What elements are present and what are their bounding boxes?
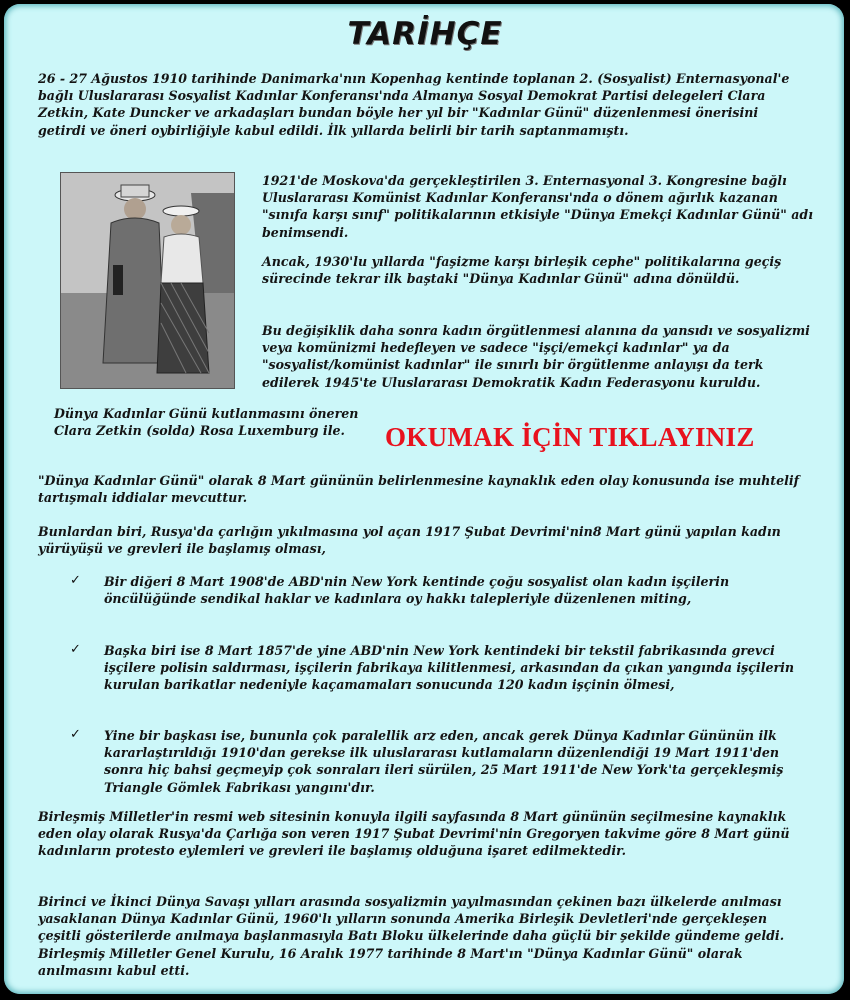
paragraph-birlesmis-milletler: Birleşmiş Milletler'in resmi web sitesinin konuyla ilgili sayfasında 8 Mart gününün seçilmesine kaynaklık eden olay olarak Rusya'da Çarlığa son veren 1917 Şubat Devrimi'nin Gregoryen takvime göre 8 Mart günü kadınların protesto eylemleri ve grevleri ile başlamış olduğuna işaret edilmektedir. [38,809,790,859]
historical-photo [60,172,235,389]
paragraph-8-mart: "Dünya Kadınlar Günü" olarak 8 Mart gününün belirlenmesine kaynaklık eden olay konusunda ise muhtelif tartışmalı iddialar mevcuttur. [38,473,800,506]
check-bullet-icon: ✓ [70,727,81,742]
paragraph-bunlardan: Bunlardan biri, Rusya'da çarlığın yıkılmasına yol açan 1917 Şubat Devrimi'nin8 Mart günü yapılan kadın yürüyüşü ve grevleri ile başlamış olması, [38,524,781,557]
page-title: TARİHÇE [347,16,503,52]
photo-caption: Dünya Kadınlar Günü kutlanmasını öneren Clara Zetkin (solda) Rosa Luxemburg ile. [54,406,359,439]
side-paragraph-3: Bu değişiklik daha sonra kadın örgütlenmesi alanına da yansıdı ve sosyalizmi veya komünizmi hedefleyen ve sadece "işçi/emekçi kadınlar" ya da "sosyalist/komünist kadınlar" ile sınırlı bir örgütlenme anlayışı da terk edilerek 1945'te Uluslararası Demokratik Kadın Federasyonu kuruldu. [262,323,810,390]
read-more-link[interactable]: OKUMAK İÇİN TIKLAYINIZ [385,422,755,452]
bullet-item-1: Bir diğeri 8 Mart 1908'de ABD'nin New York kentinde çoğu sosyalist olan kadın işçilerin öncülüğünde sendikal haklar ve kadınlara oy hakkı talepleriyle düzenlenen miting, [104,574,730,607]
side-paragraph-1: 1921'de Moskova'da gerçekleştirilen 3. Enternasyonal 3. Kongresine bağlı Uluslararası Komünist Kadınlar Konferansı'nda o dönem ağırlık kazanan "sınıfa karşı sınıf" politikalarının etkisiyle "Dünya Emekçi Kadınlar Günü" adı benimsendi. [262,173,814,240]
bullet-item-2: Başka biri ise 8 Mart 1857'de yine ABD'nin New York kentindeki bir tekstil fabrikasında grevci işçilere polisin saldırması, işçilerin fabrikaya kilitlenmesi, arkasından da çıkan yangında işçilerin kurulan barikatlar nedeniyle kaçamamaları sonucunda 120 kadın işçinin ölmesi, [104,643,795,693]
side-paragraph-2: Ancak, 1930'lu yıllarda "faşizme karşı birleşik cephe" politikalarına geçiş sürecinde tekrar ilk baştaki "Dünya Kadınlar Günü" adına dönüldü. [262,254,782,287]
photo-illustration [61,173,234,388]
bullet-item-3: Yine bir başkası ise, bununla çok paralellik arz eden, ancak gerek Dünya Kadınlar Gününün ilk kararlaştırıldığı 1910'dan gerekse ilk uluslararası kutlamaların düzenlendiği 19 Mart 1911'den sonra hiç bahsi geçmeyip çok sonraları ileri sürülen, 25 Mart 1911'de New York'ta gerçekleşmiş Triangle Gömlek Fabrikası yangını'dır. [104,728,784,795]
check-bullet-icon: ✓ [70,642,81,657]
check-bullet-icon: ✓ [70,573,81,588]
intro-paragraph: 26 - 27 Ağustos 1910 tarihinde Danimarka'nın Kopenhag kentinde toplanan 2. (Sosyalist) Enternasyonal'e bağlı Uluslararası Sosyalist Kadınlar Konferansı'nda Almanya Sosyal Demokrat Partisi delegeleri Clara Zetkin, Kate Duncker ve arkadaşları bundan böyle her yıl bir "Kadınlar Günü" düzenlenmesi önerisini getirdi ve öneri oybirliğiyle kabul edildi. İlk yıllarda belirli bir tarih saptanmamıştı. [38,71,790,138]
paragraph-final: Birinci ve İkinci Dünya Savaşı yılları arasında sosyalizmin yayılmasından çekinen bazı ülkelerde anılması yasaklanan Dünya Kadınlar Günü, 1960'lı yılların sonunda Amerika Birleşik Devletleri'nde gerçekleşen çeşitli gösterilerde anılmaya başlanmasıyla Batı Bloku ülkelerinde daha güçlü bir şekilde gündeme geldi. Birleşmiş Milletler Genel Kurulu, 16 Aralık 1977 tarihinde 8 Mart'ın "Dünya Kadınlar Günü" olarak anılmasını kabul etti. [38,894,785,978]
